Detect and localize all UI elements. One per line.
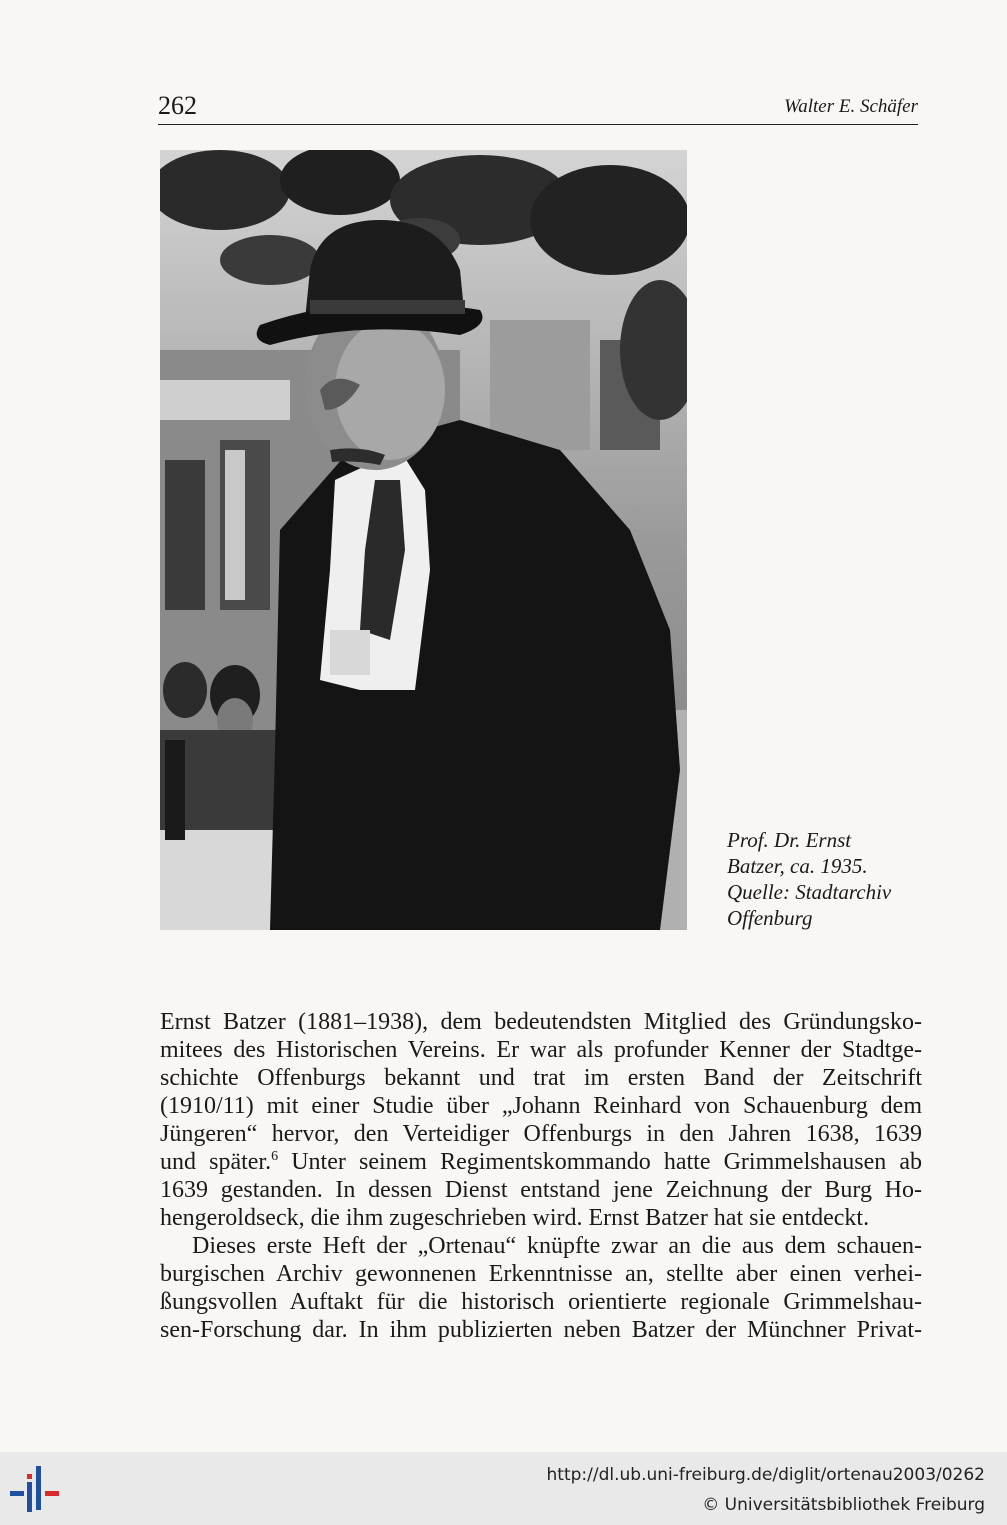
text-line: Dieses erste Heft der „Ortenau“ knüpfte zwar an die aus dem schauen- xyxy=(192,1233,922,1259)
caption-line: Quelle: Stadtarchiv xyxy=(727,880,892,904)
text-line: (1910/11) mit einer Studie über „Johann Reinhard von Schauenburg dem xyxy=(160,1093,922,1119)
text-line: schichte Offenburgs bekannt und trat im ersten Band der Zeitschrift xyxy=(160,1065,922,1091)
footer-bar xyxy=(0,1452,1007,1525)
body-text xyxy=(160,1008,922,1344)
portrait-photo xyxy=(160,150,687,930)
running-head xyxy=(158,90,918,125)
footer-url-link[interactable]: http://dl.ub.uni-freiburg.de/diglit/ortenau2003/0262 xyxy=(546,1465,985,1485)
text-line: burgischen Archiv gewonnenen Erkenntnisse an, stellte aber einen verhei- xyxy=(160,1261,922,1287)
footnote-reference[interactable]: 6 xyxy=(271,1149,279,1164)
text-line: 1639 gestanden. In dessen Dienst entstand jene Zeichnung der Burg Ho- xyxy=(160,1177,922,1203)
text-segment: Unter seinem Regimentskommando hatte Grimmelshausen ab xyxy=(278,1149,923,1175)
running-head-author: Walter E. Schäfer xyxy=(784,96,918,117)
ub-freiburg-logo-icon[interactable] xyxy=(10,1464,66,1514)
text-line: sen-Forschung dar. In ihm publizierten neben Batzer der Münchner Privat- xyxy=(160,1317,922,1343)
caption-line: Batzer, ca. 1935. xyxy=(727,854,868,878)
text-line: Ernst Batzer (1881–1938), dem bedeutendsten Mitglied des Gründungsko- xyxy=(160,1009,922,1035)
text-line: Jüngeren“ hervor, den Verteidiger Offenburgs in den Jahren 1638, 1639 xyxy=(160,1121,922,1147)
footer-copyright: © Universitätsbibliothek Freiburg xyxy=(702,1495,985,1515)
photo-caption xyxy=(727,827,927,931)
portrait-photo-image xyxy=(160,150,687,930)
text-line: hengeroldseck, die ihm zugeschrieben wird. Ernst Batzer hat sie entdeckt. xyxy=(160,1205,870,1231)
text-line-with-footnote xyxy=(160,1148,922,1176)
caption-line: Prof. Dr. Ernst xyxy=(727,828,852,852)
text-segment: und später. xyxy=(160,1149,272,1175)
page-number: 262 xyxy=(158,91,197,120)
caption-line: Offenburg xyxy=(727,906,813,930)
text-line: mitees des Historischen Vereins. Er war als profunder Kenner der Stadtge- xyxy=(160,1037,922,1063)
text-line: ßungsvollen Auftakt für die historisch orientierte regionale Grimmelshau- xyxy=(160,1289,922,1315)
